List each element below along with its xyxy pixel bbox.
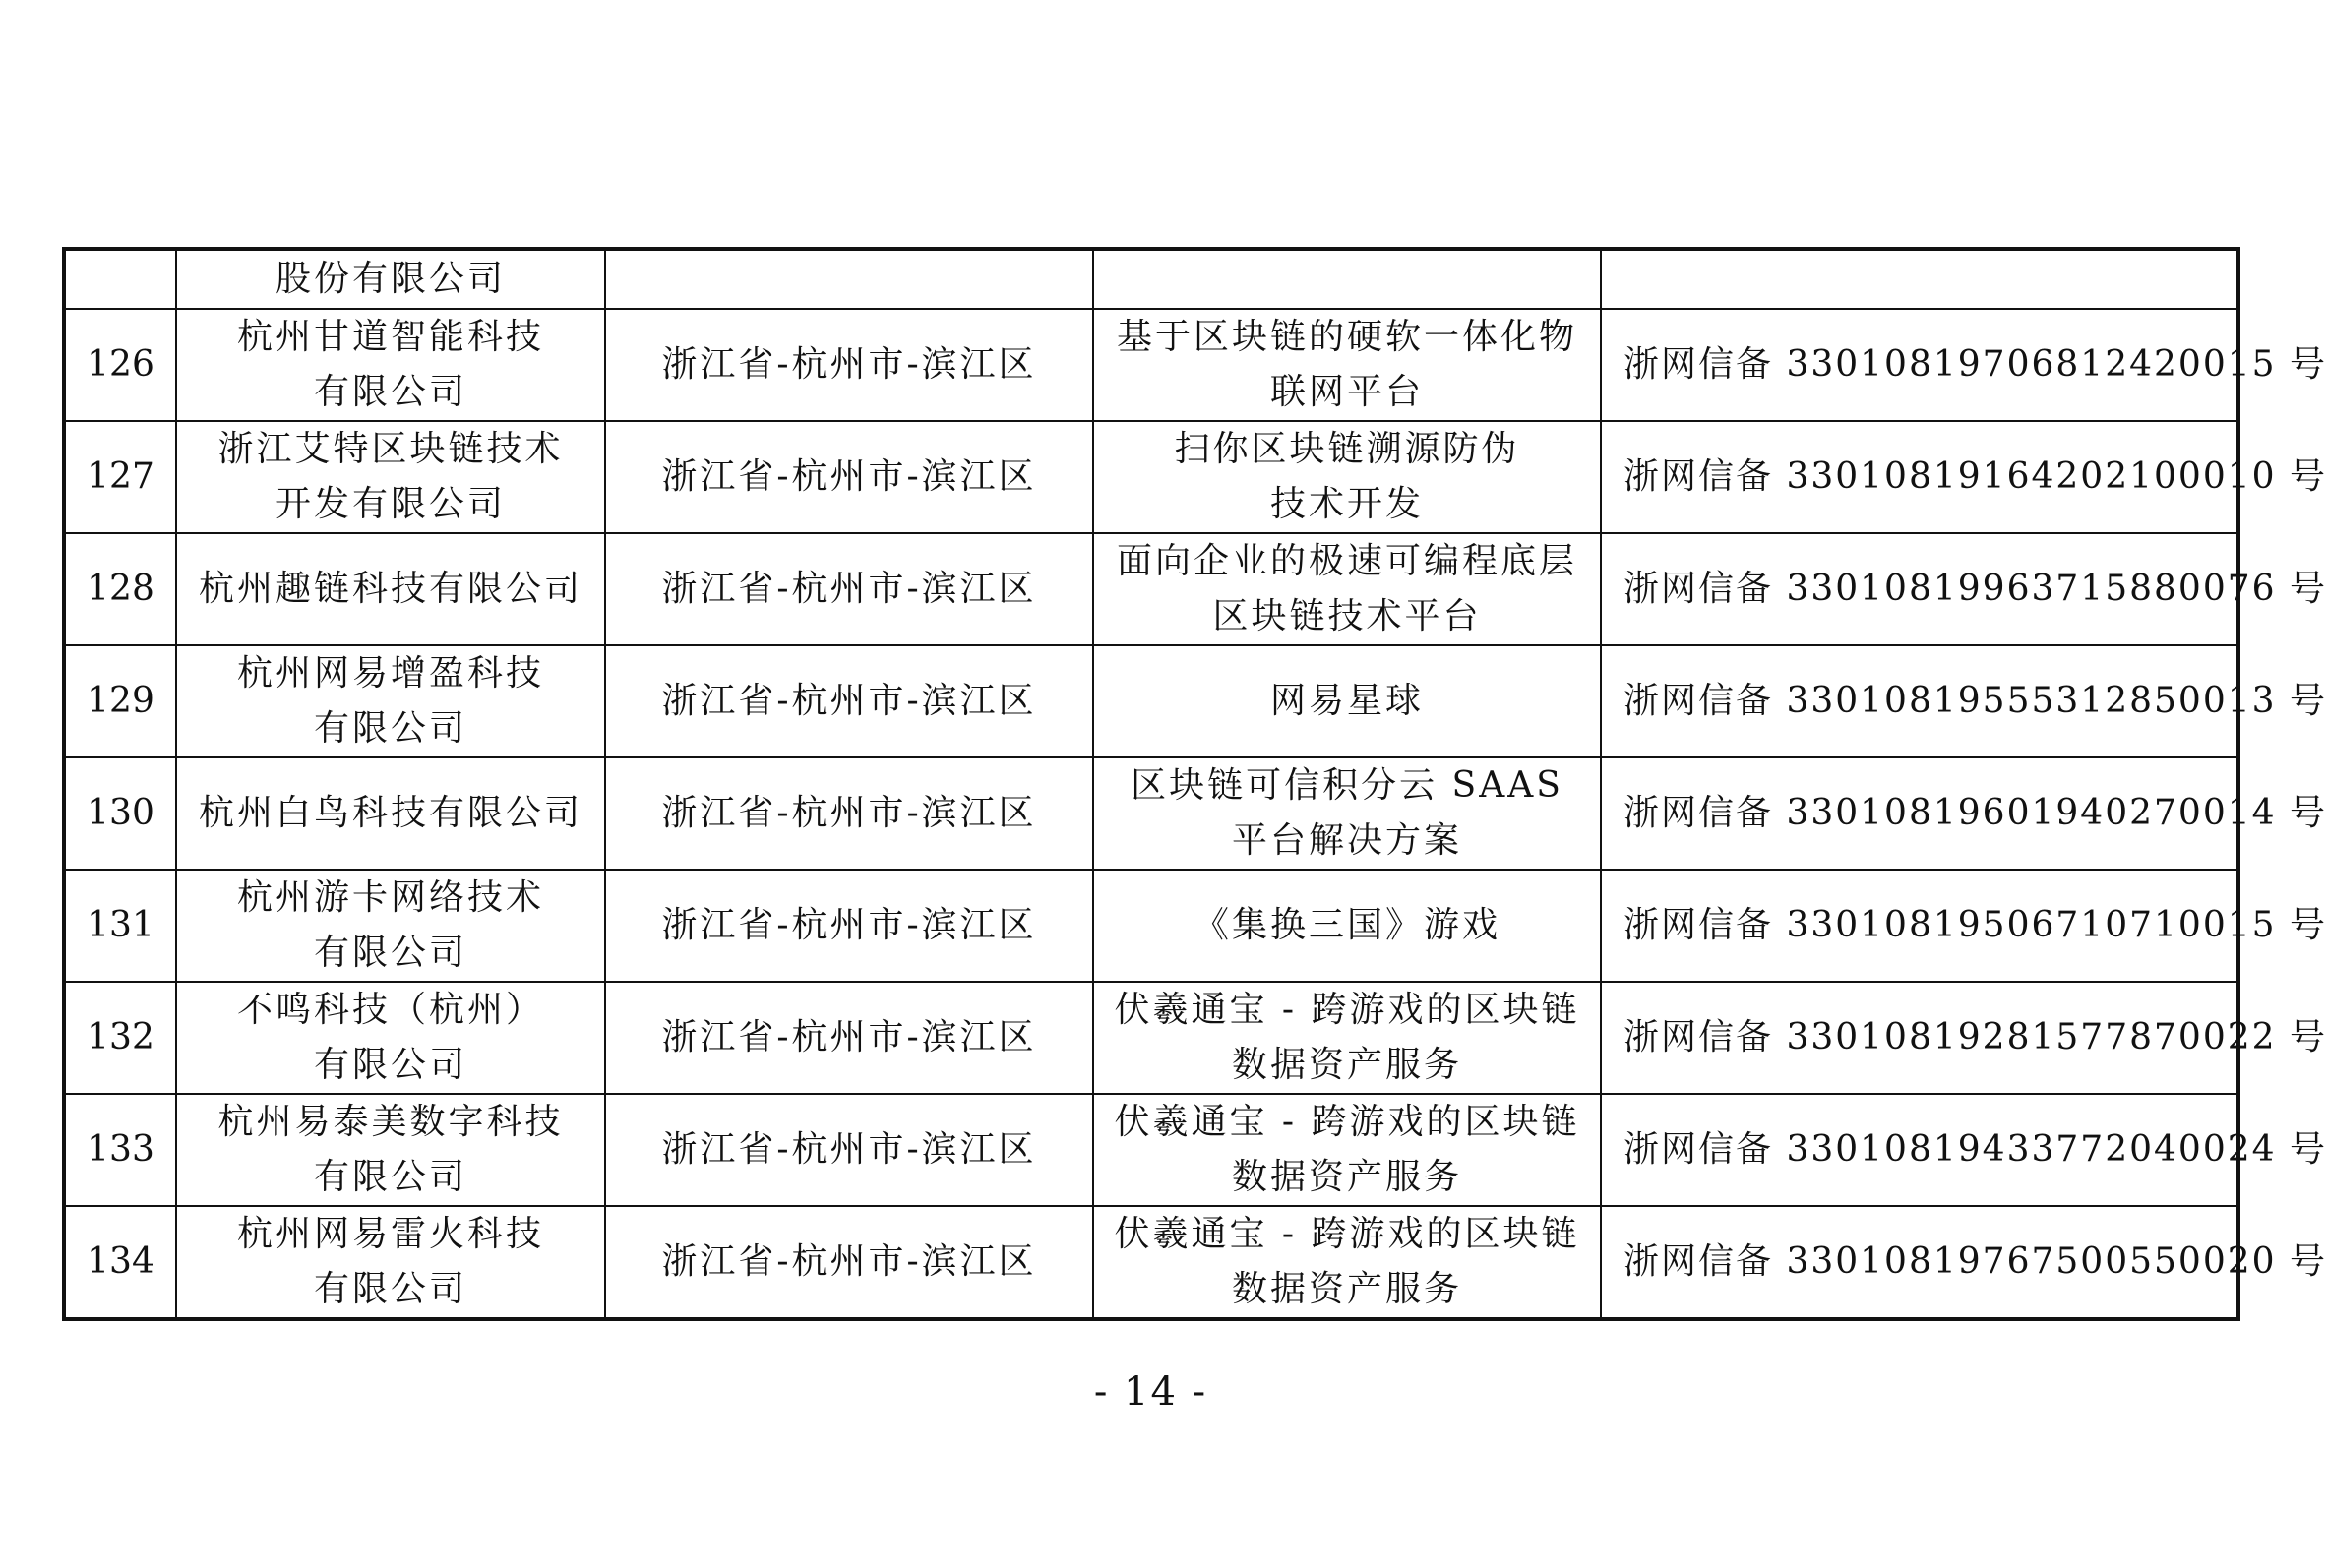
company-name-cell [176, 1206, 605, 1319]
service-name-cell [1093, 533, 1601, 645]
company-name-cell-line: 有限公司 [313, 1045, 467, 1085]
row-number-cell: 127 [64, 421, 176, 533]
location-cell [605, 249, 1093, 309]
company-name-cell-line: 有限公司 [313, 1157, 467, 1197]
company-name-cell-line: 杭州易泰美数字科技 [217, 1102, 564, 1142]
location-cell: 浙江省-杭州市-滨江区 [605, 982, 1093, 1094]
service-name-cell-line: 基于区块链的硬软一体化物 [1116, 317, 1577, 357]
table-row [64, 533, 2238, 645]
location-cell: 浙江省-杭州市-滨江区 [605, 1206, 1093, 1319]
filing-number-cell: 浙网信备 33010819706812420015 号 [1601, 309, 2238, 421]
table-row-continuation [64, 249, 2238, 309]
company-name-cell-line: 杭州甘道智能科技 [236, 317, 544, 357]
filing-number-cell: 浙网信备 33010819963715880076 号 [1601, 533, 2238, 645]
company-name-cell-line: 开发有限公司 [275, 484, 506, 524]
filing-number-cell [1601, 249, 2238, 309]
service-name-cell [1093, 982, 1601, 1094]
service-name-cell-line: 伏羲通宝 - 跨游戏的区块链 [1114, 1102, 1580, 1142]
table-row [64, 421, 2238, 533]
table-row [64, 309, 2238, 421]
filing-number-cell: 浙网信备 33010819555312850013 号 [1601, 645, 2238, 757]
table-body [64, 249, 2327, 1319]
location-cell: 浙江省-杭州市-滨江区 [605, 421, 1093, 533]
location-cell: 浙江省-杭州市-滨江区 [605, 757, 1093, 870]
table-row [64, 1206, 2238, 1319]
row-number-cell: 134 [64, 1206, 176, 1319]
row-number-cell: 129 [64, 645, 176, 757]
company-name-cell-line: 杭州白鸟科技有限公司 [198, 793, 582, 833]
service-name-cell-line: 区块链可信积分云 SAAS [1131, 765, 1563, 806]
service-name-cell [1093, 645, 1601, 757]
company-name-cell-line: 杭州趣链科技有限公司 [198, 569, 582, 609]
company-name-cell-line: 不鸣科技（杭州） [236, 990, 544, 1030]
company-name-cell-line: 有限公司 [313, 708, 467, 749]
row-number-cell [64, 249, 176, 309]
service-name-cell [1093, 1206, 1601, 1319]
service-name-cell-line: 平台解决方案 [1231, 820, 1462, 861]
location-cell: 浙江省-杭州市-滨江区 [605, 533, 1093, 645]
service-name-cell [1093, 309, 1601, 421]
service-name-cell-line: 面向企业的极速可编程底层 [1116, 541, 1577, 581]
location-cell: 浙江省-杭州市-滨江区 [605, 1094, 1093, 1206]
filing-records-table [62, 247, 2327, 1321]
company-name-cell-line: 有限公司 [313, 933, 467, 973]
location-cell: 浙江省-杭州市-滨江区 [605, 309, 1093, 421]
company-name-cell [176, 533, 605, 645]
row-number-cell: 131 [64, 870, 176, 982]
service-name-cell-line: 《集换三国》游戏 [1193, 905, 1500, 945]
company-name-cell-line: 浙江艾特区块链技术 [217, 429, 564, 469]
service-name-cell-line: 数据资产服务 [1231, 1269, 1462, 1309]
filing-number-cell: 浙网信备 33010819281577870022 号 [1601, 982, 2238, 1094]
service-name-cell-line: 伏羲通宝 - 跨游戏的区块链 [1114, 990, 1580, 1030]
company-name-cell: 股份有限公司 [176, 249, 605, 309]
table-row [64, 982, 2238, 1094]
service-name-cell-line: 区块链技术平台 [1212, 596, 1482, 636]
table-row [64, 1094, 2238, 1206]
company-name-cell-line: 杭州网易雷火科技 [236, 1214, 544, 1254]
table-row [64, 757, 2238, 870]
service-name-cell-line: 伏羲通宝 - 跨游戏的区块链 [1114, 1214, 1580, 1254]
company-name-cell [176, 1094, 605, 1206]
company-name-cell-line: 有限公司 [313, 1269, 467, 1309]
service-name-cell [1093, 757, 1601, 870]
filing-number-cell: 浙网信备 33010819164202100010 号 [1601, 421, 2238, 533]
service-name-cell [1093, 870, 1601, 982]
company-name-cell [176, 870, 605, 982]
service-name-cell [1093, 249, 1601, 309]
filing-number-cell: 浙网信备 33010819601940270014 号 [1601, 757, 2238, 870]
table-row [64, 645, 2238, 757]
company-name-cell [176, 309, 605, 421]
company-name-cell-line: 有限公司 [313, 372, 467, 412]
location-cell: 浙江省-杭州市-滨江区 [605, 870, 1093, 982]
filing-number-cell: 浙网信备 33010819767500550020 号 [1601, 1206, 2238, 1319]
service-name-cell-line: 数据资产服务 [1231, 1157, 1462, 1197]
service-name-cell-line: 技术开发 [1269, 484, 1424, 524]
row-number-cell: 126 [64, 309, 176, 421]
filing-number-cell: 浙网信备 33010819506710710015 号 [1601, 870, 2238, 982]
filing-number-cell: 浙网信备 33010819433772040024 号 [1601, 1094, 2238, 1206]
table-row [64, 870, 2238, 982]
company-name-cell-line: 杭州网易增盈科技 [236, 653, 544, 694]
row-number-cell: 133 [64, 1094, 176, 1206]
company-name-cell-line: 杭州游卡网络技术 [236, 877, 544, 918]
company-name-cell [176, 421, 605, 533]
service-name-cell-line: 扫你区块链溯源防伪 [1174, 429, 1520, 469]
service-name-cell [1093, 421, 1601, 533]
page-number: - 14 - [1093, 1369, 1208, 1415]
row-number-cell: 132 [64, 982, 176, 1094]
location-cell: 浙江省-杭州市-滨江区 [605, 645, 1093, 757]
company-name-cell [176, 645, 605, 757]
company-name-cell [176, 982, 605, 1094]
row-number-cell: 128 [64, 533, 176, 645]
service-name-cell-line: 网易星球 [1269, 681, 1424, 721]
row-number-cell: 130 [64, 757, 176, 870]
company-name-cell [176, 757, 605, 870]
service-name-cell [1093, 1094, 1601, 1206]
service-name-cell-line: 联网平台 [1269, 372, 1424, 412]
service-name-cell-line: 数据资产服务 [1231, 1045, 1462, 1085]
